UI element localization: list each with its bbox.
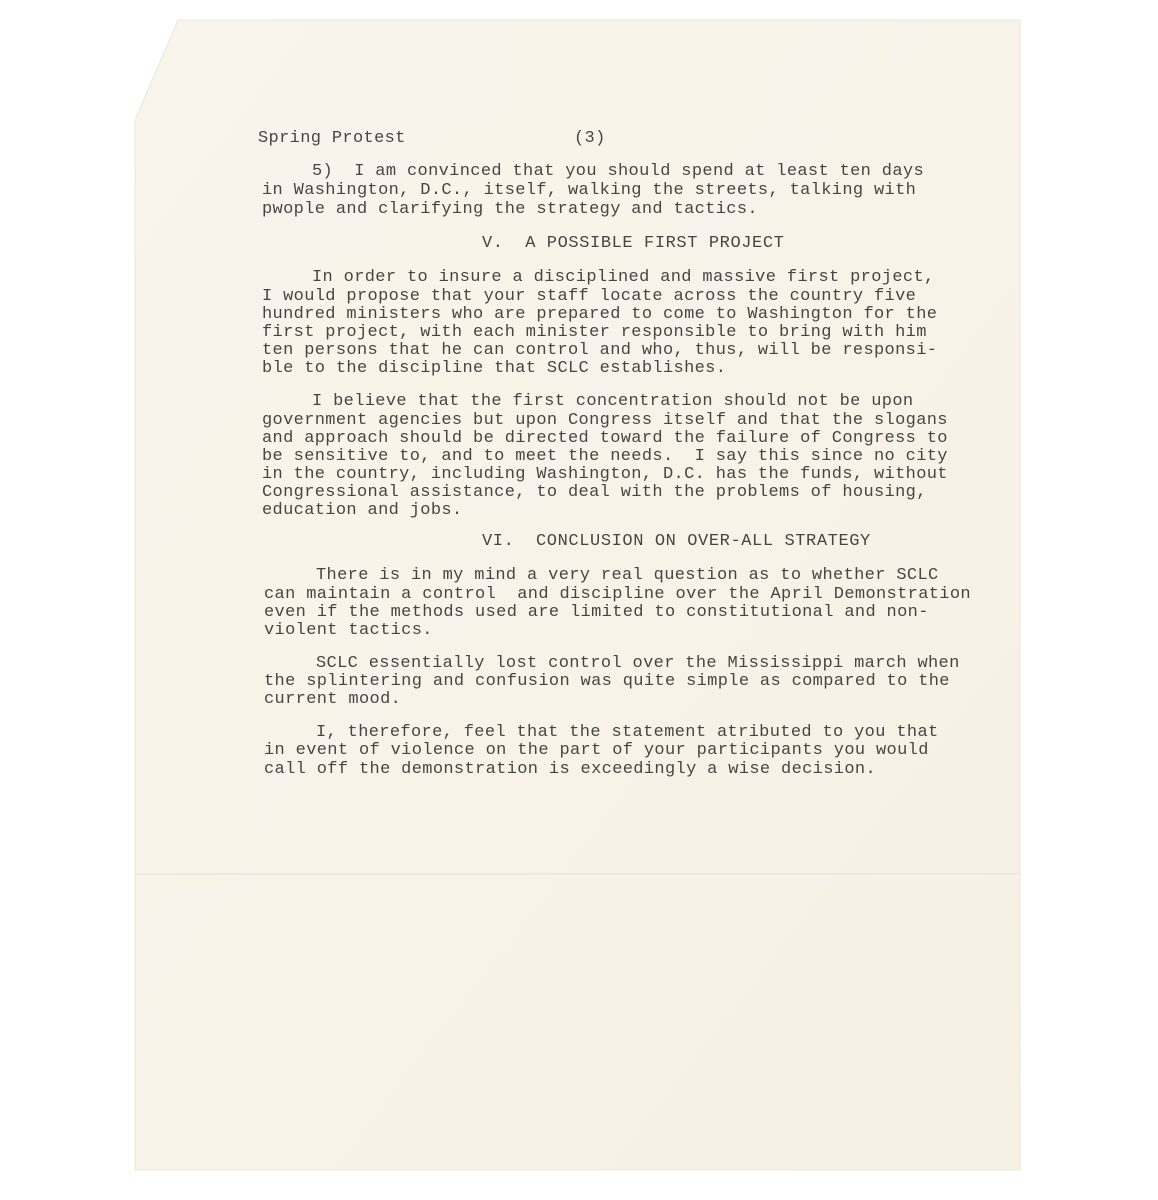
section-vi-p1-line-2: can maintain a control and discipline over the April Demonstration (264, 585, 971, 604)
section-vi-p3-line-1: I, therefore, feel that the statement atributed to you that (316, 723, 939, 742)
section-v-p2-line-5: in the country, including Washington, D.C. has the funds, without (262, 465, 948, 484)
section-vi-p3-line-2: in event of violence on the part of your participants you would (264, 741, 929, 760)
section-vi-heading: VI. CONCLUSION ON OVER-ALL STRATEGY (482, 532, 871, 551)
section-vi-p2-line-2: the splintering and confusion was quite simple as compared to the (264, 672, 950, 691)
page-number: (3) (574, 129, 606, 148)
section-v-p1-line-3: hundred ministers who are prepared to come to Washington for the (262, 305, 938, 324)
section-v-p1-line-4: first project, with each minister responsible to bring with him (262, 323, 927, 342)
section-v-p2-line-3: and approach should be directed toward the failure of Congress to (262, 429, 948, 448)
section-v-p2-line-4: be sensitive to, and to meet the needs. I say this since no city (262, 447, 948, 466)
section-v-p2-line-6: Congressional assistance, to deal with the problems of housing, (262, 483, 927, 502)
item5-line-2: in Washington, D.C., itself, walking the streets, talking with (262, 181, 917, 200)
section-v-heading: V. A POSSIBLE FIRST PROJECT (482, 234, 785, 253)
section-vi-p2-line-1: SCLC essentially lost control over the Mississippi march when (316, 654, 960, 673)
section-v-p1-line-6: ble to the discipline that SCLC establishes. (262, 359, 727, 378)
section-v-p2-line-2: government agencies but upon Congress itself and that the slogans (262, 411, 948, 430)
section-v-p2-line-1: I believe that the first concentration should not be upon (312, 392, 914, 411)
running-title: Spring Protest (258, 129, 406, 148)
section-vi-p3-line-3: call off the demonstration is exceedingly a wise decision. (264, 760, 876, 779)
section-vi-p1-line-1: There is in my mind a very real question as to whether SCLC (316, 566, 939, 585)
section-vi-p1-line-4: violent tactics. (264, 621, 433, 640)
section-v-p2-line-7: education and jobs. (262, 501, 463, 520)
item5-line-3: pwople and clarifying the strategy and tactics. (262, 200, 758, 219)
section-vi-p1-line-3: even if the methods used are limited to constitutional and non- (264, 603, 929, 622)
section-v-p1-line-5: ten persons that he can control and who, thus, will be responsi- (262, 341, 938, 360)
section-v-p1-line-1: In order to insure a disciplined and massive first project, (312, 268, 935, 287)
item5-line-1: 5) I am convinced that you should spend at least ten days (312, 162, 924, 181)
section-vi-p2-line-3: current mood. (264, 690, 402, 709)
section-v-p1-line-2: I would propose that your staff locate across the country five (262, 287, 917, 306)
